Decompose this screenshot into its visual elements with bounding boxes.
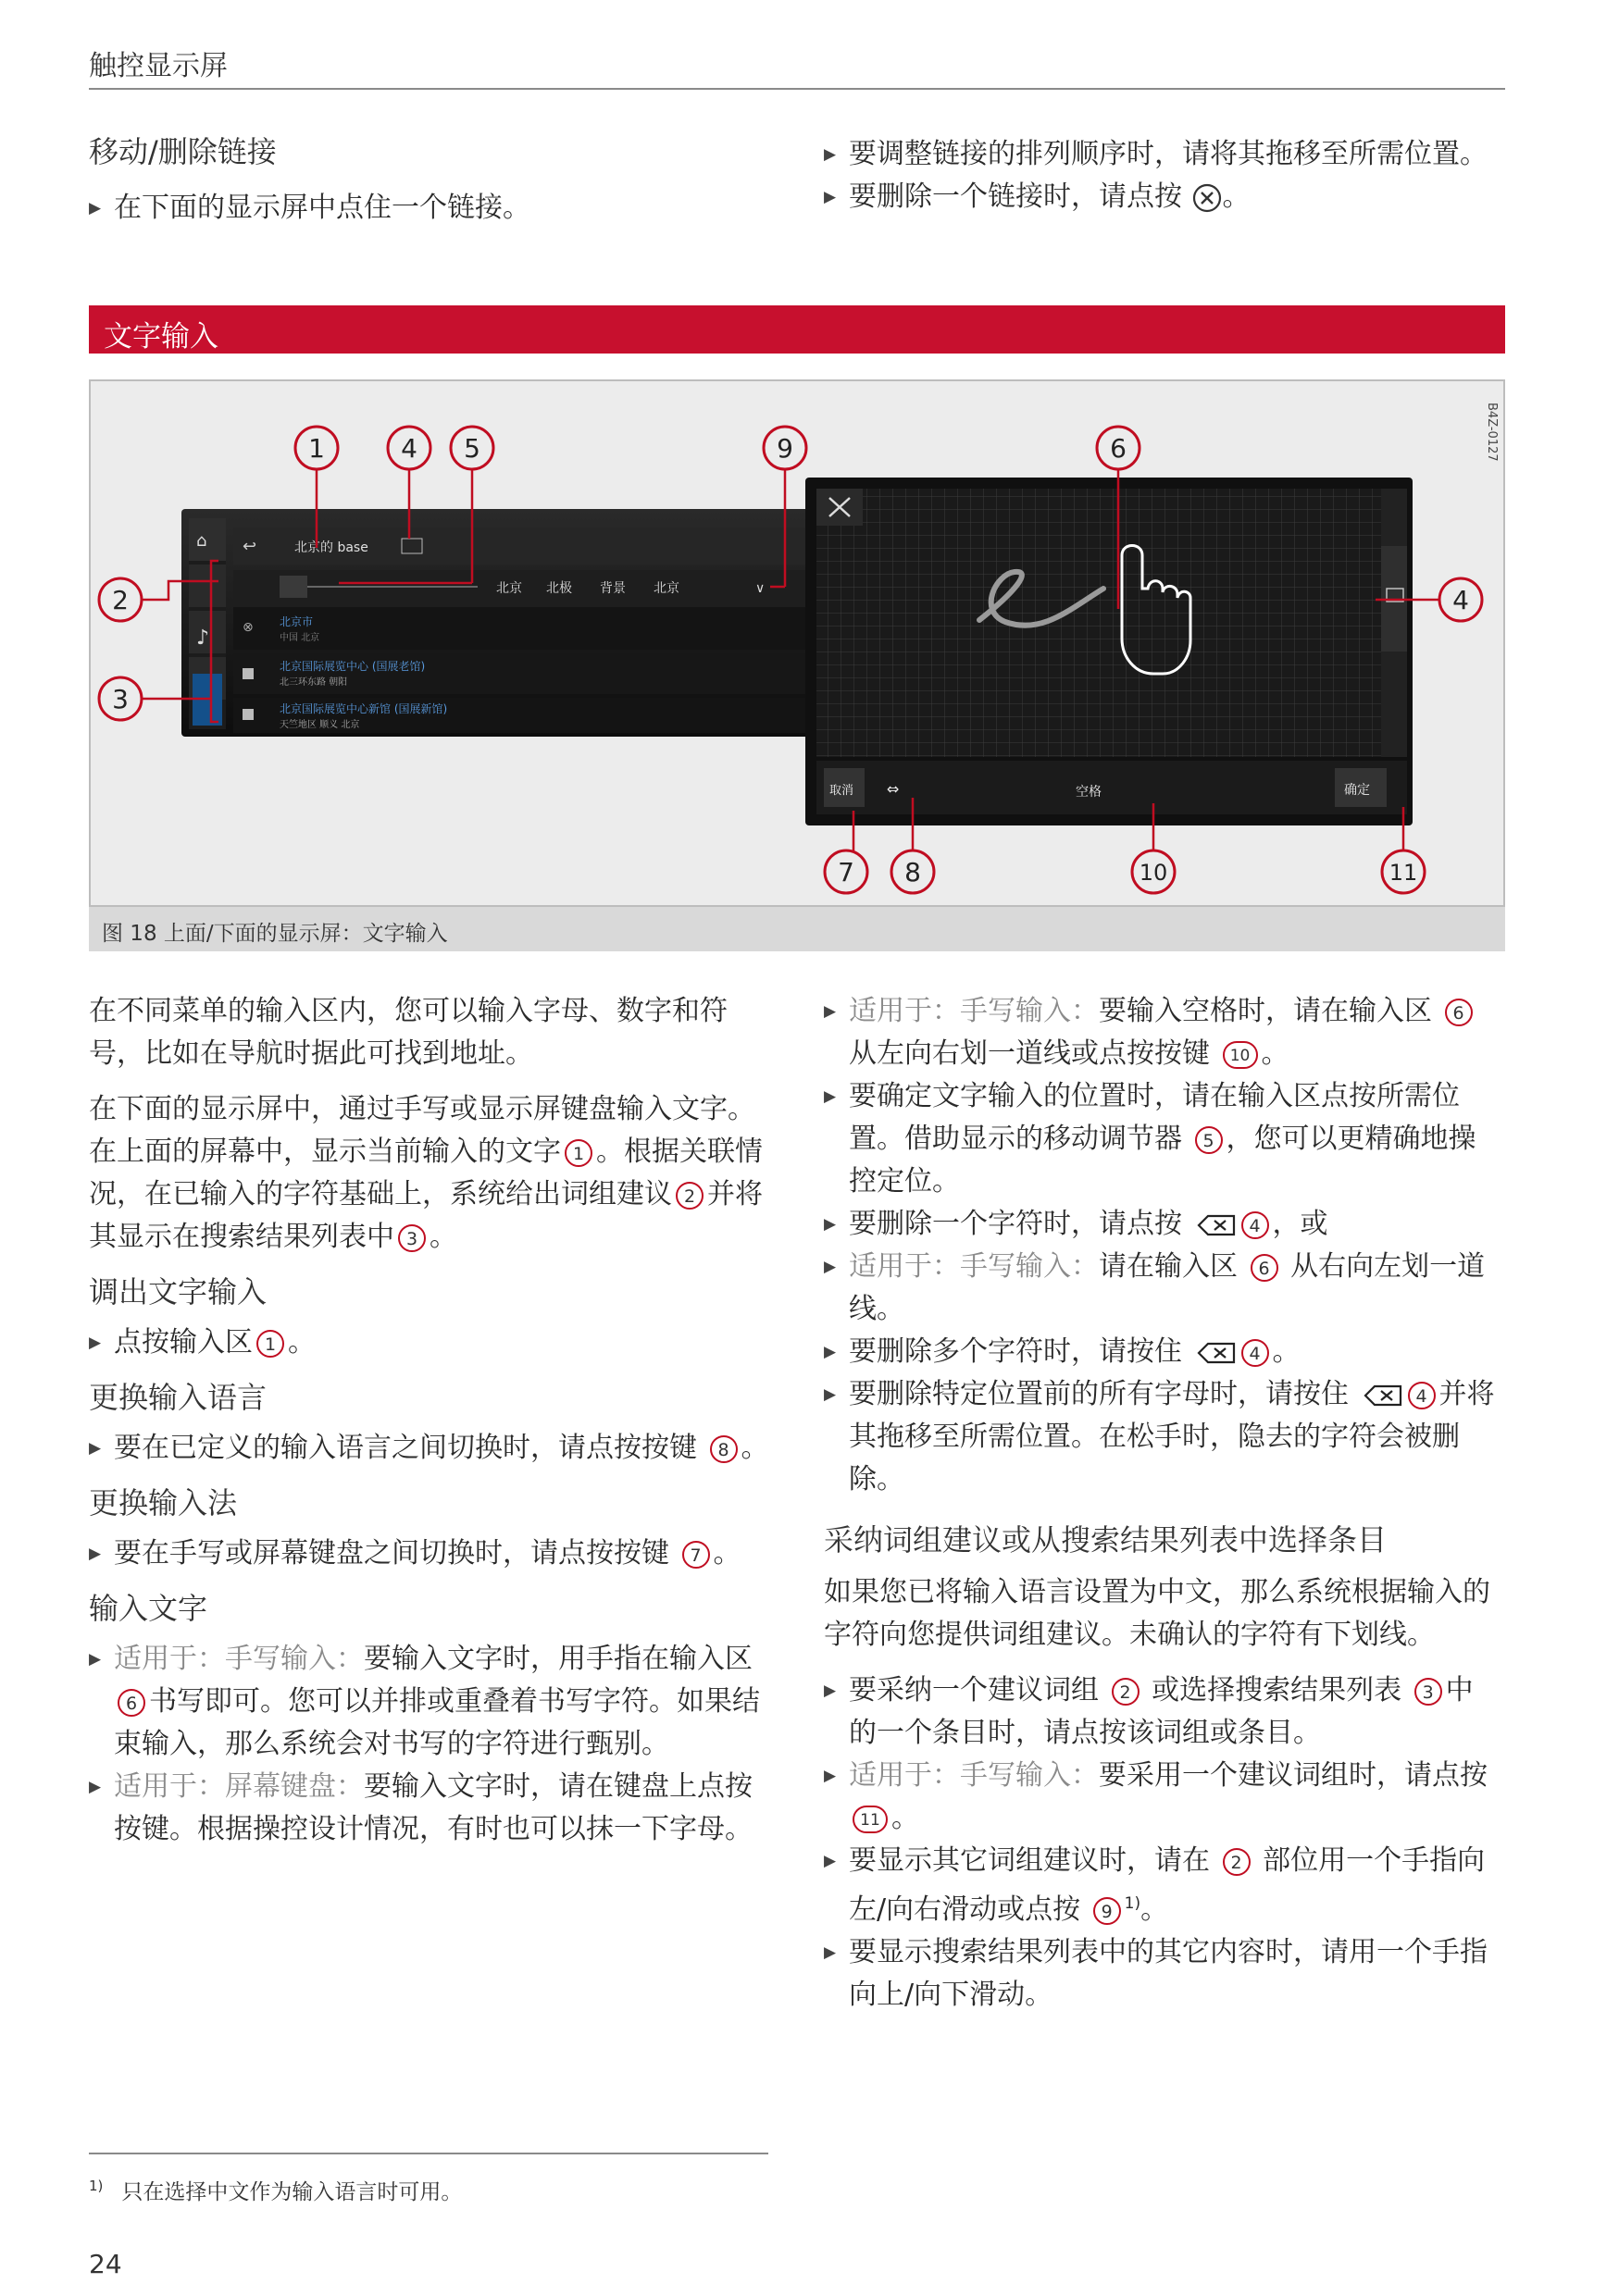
lower-display-space-label: 空格: [1076, 785, 1102, 800]
bullet-handwriting-adopt: ▶ 适用于：手写输入：要采用一个建议词组时，请点按 11 。: [824, 1755, 1500, 1840]
callout-1: [295, 427, 338, 469]
bullet-handwriting-input: ▶ 适用于：手写输入：要输入文字时，用手指在输入区6 书写即可。您可以并排或重叠着书写字符。如果结束输入，那么系统会对书写的字符进行甄别。: [89, 1638, 769, 1766]
bullet-keyboard-input: ▶ 适用于：屏幕键盘：要输入文字时，请在键盘上点按按键。根据操控设计情况，有时也可以抹一下字母。: [89, 1766, 769, 1851]
callout-3: [99, 677, 142, 720]
svg-text:10: 10: [1139, 860, 1168, 886]
heading-adopt-suggestions: 采纳词组建议或从搜索结果列表中选择条目: [824, 1522, 1388, 1558]
svg-text:北京: 北京: [496, 581, 522, 596]
main-right-column: [824, 990, 1500, 2017]
svg-text:7: 7: [838, 857, 854, 887]
heading-move-delete-links: 移动/删除链接: [89, 134, 277, 169]
ref-callout-4: 4: [1241, 1339, 1269, 1367]
ref-callout-3: 3: [398, 1224, 426, 1252]
ref-callout-1: 1: [256, 1330, 284, 1358]
upper-display: [181, 509, 878, 737]
bullet-delete-multiple: ▶ 要删除多个字符时，请按住 4 。: [824, 1331, 1500, 1373]
bullet-more-suggestions: ▶ 要显示其它词组建议时，请在 2 部位用一个手指向左/向右滑动或点按 9 $^{1)}$。: [824, 1840, 1500, 1931]
running-header: 触控显示屏: [89, 50, 228, 82]
ref-callout-4: 4: [1408, 1382, 1436, 1409]
callout-9: [764, 427, 806, 469]
footnote-rule: [89, 2153, 768, 2154]
svg-text:背景: 背景: [600, 581, 626, 596]
svg-text:⊗: ⊗: [243, 620, 254, 635]
heading-call-text-input: 调出文字输入: [89, 1274, 268, 1309]
ref-callout-2: 2: [676, 1182, 704, 1210]
header-rule: [89, 88, 1505, 90]
bullet-swipe-delete: ▶ 适用于：手写输入：请在输入区 6 从右向左划一道线。: [824, 1246, 1500, 1331]
bullet-adopt-suggestion: ▶ 要采纳一个建议词组 2 或选择搜索结果列表 3 中的一个条目时，请点按该词组或条目。: [824, 1669, 1500, 1755]
svg-text:4: 4: [1452, 585, 1469, 615]
bullet-switch-language: ▶ 要在已定义的输入语言之间切换时，请点按按键 8 。: [89, 1427, 769, 1470]
svg-text:∨: ∨: [755, 581, 766, 596]
section-band: [89, 305, 1505, 354]
svg-text:天竺地区 顺义 北京: 天竺地区 顺义 北京: [280, 720, 360, 730]
heading-change-method: 更换输入法: [89, 1485, 238, 1520]
callout-5: [451, 427, 493, 469]
callout-6: [1097, 427, 1140, 469]
backspace-icon: [1197, 1340, 1238, 1366]
bullet-cursor-position: ▶ 要确定文字输入的位置时，请在输入区点按所需位置。借助显示的移动调节器 5 ，您可以更精确地操控定位。: [824, 1075, 1500, 1203]
top-left-column: [89, 130, 774, 230]
bullet-delete-char: ▶ 要删除一个字符时，请点按 4 ，或: [824, 1203, 1500, 1246]
top-right-column: [824, 133, 1500, 218]
svg-text:中国 北京: 中国 北京: [280, 633, 320, 643]
ref-callout-11: 11: [853, 1806, 888, 1833]
lower-display-confirm-label: 确定: [1344, 783, 1370, 798]
svg-text:北三环东路 朝阳: 北三环东路 朝阳: [280, 677, 348, 688]
callout-7: [825, 850, 867, 893]
backspace-icon: [1364, 1383, 1404, 1409]
bullet-switch-method: ▶ 要在手写或屏幕键盘之间切换时，请点按按键 7 。: [89, 1533, 769, 1575]
ref-callout-6: 6: [118, 1689, 145, 1717]
bullet-delete-link-end: 。: [1222, 180, 1251, 213]
figure-text-input: [89, 379, 1505, 907]
main-left-column: [89, 990, 769, 1851]
callout-2: [99, 578, 142, 621]
section-title: 文字输入: [104, 320, 218, 354]
callout-10: [1132, 850, 1175, 893]
svg-text:北京市: 北京市: [280, 615, 314, 628]
svg-text:2: 2: [112, 585, 129, 615]
callout-4-side: [1439, 578, 1482, 621]
svg-text:9: 9: [777, 433, 793, 464]
svg-text:♪: ♪: [196, 627, 210, 650]
footnote: [89, 2175, 462, 2205]
svg-text:北京的 base: 北京的 base: [294, 540, 368, 555]
ref-callout-5: 5: [1195, 1126, 1223, 1154]
lower-display-cancel-label: 取消: [829, 784, 854, 798]
figure-caption: [89, 907, 1505, 951]
ref-callout-4: 4: [1241, 1211, 1269, 1239]
bullet-delete-before-position: ▶ 要删除特定位置前的所有字母时，请按住 4 并将其拖移至所需位置。在松手时，隐去的字符会被删除。: [824, 1373, 1500, 1501]
bullet-reorder-link: ▶ 要调整链接的排列顺序时，请将其拖移至所需位置。: [824, 133, 1500, 176]
figure-illustration: [89, 379, 1505, 907]
svg-text:北京国际展览中心新馆 (国展新馆): 北京国际展览中心新馆 (国展新馆): [280, 702, 448, 715]
ref-callout-3: 3: [1414, 1678, 1442, 1706]
lower-display: [805, 478, 1413, 825]
svg-text:1: 1: [308, 433, 325, 464]
page-number: 24: [89, 2249, 122, 2279]
svg-text:北京国际展览中心 (国展老馆): 北京国际展览中心 (国展老馆): [280, 660, 426, 673]
backspace-icon: [1197, 1212, 1238, 1238]
bullet-tap-input-area: ▶ 点按输入区 1 。: [89, 1322, 769, 1364]
svg-text:4: 4: [401, 433, 417, 464]
bullet-hold-link: ▶ 在下面的显示屏中点住一个链接。: [89, 187, 774, 230]
ref-callout-6: 6: [1445, 999, 1473, 1026]
svg-text:3: 3: [112, 684, 129, 714]
svg-text:B4Z-0127: B4Z-0127: [1485, 403, 1499, 462]
ref-callout-9: 9: [1093, 1897, 1121, 1925]
footnote-mark: 1): [89, 2178, 104, 2195]
bullet-scroll-results: ▶ 要显示搜索结果列表中的其它内容时，请用一个手指向上/向下滑动。: [824, 1931, 1500, 2017]
svg-text:11: 11: [1389, 860, 1418, 886]
svg-text:北极: 北极: [546, 581, 572, 596]
svg-text:5: 5: [464, 433, 480, 464]
svg-text:⌂: ⌂: [196, 531, 207, 551]
ref-callout-8: 8: [710, 1435, 738, 1463]
svg-text:↩: ↩: [243, 537, 257, 556]
bullet-delete-link: [824, 176, 1500, 218]
ref-callout-1: 1: [565, 1139, 592, 1167]
svg-text:⇔: ⇔: [887, 780, 900, 798]
adopt-paragraph: 如果您已将输入语言设置为中文，那么系统根据输入的字符向您提供词组建议。未确认的字符有下划线。: [824, 1576, 1490, 1651]
figure-caption-text: 图 18 上面/下面的显示屏：文字输入: [102, 922, 448, 946]
footnote-ref: 1): [1124, 1894, 1141, 1913]
bullet-delete-link-text: 要删除一个链接时，请点按: [849, 180, 1182, 213]
ref-callout-7: 7: [682, 1541, 710, 1569]
svg-text:8: 8: [904, 857, 921, 887]
ref-callout-2: 2: [1112, 1678, 1140, 1706]
description-paragraph: 在下面的显示屏中，通过手写或显示屏键盘输入文字。在上面的屏幕中，显示当前输入的文字 1 。根据关联情况，在已输入的字符基础上，系统给出词组建议 2 并将其显示在搜索结果列表中 3 。: [89, 1093, 763, 1253]
svg-text:6: 6: [1110, 433, 1127, 464]
bullet-enter-space: ▶ 适用于：手写输入：要输入空格时，请在输入区 6从左向右划一道线或点按按键 10 。: [824, 990, 1500, 1075]
ref-callout-2: 2: [1223, 1848, 1251, 1876]
heading-enter-text: 输入文字: [89, 1591, 208, 1626]
callout-11: [1382, 850, 1425, 893]
ref-callout-10: 10: [1223, 1041, 1258, 1069]
heading-change-language: 更换输入语言: [89, 1380, 268, 1415]
callout-4-top: [388, 427, 430, 469]
close-circle-icon: [1191, 182, 1223, 214]
footnote-text: 只在选择中文作为输入语言时可用。: [121, 2180, 463, 2204]
callout-8: [891, 850, 934, 893]
svg-text:北京: 北京: [654, 581, 679, 596]
ref-callout-6: 6: [1251, 1254, 1278, 1282]
intro-paragraph: 在不同菜单的输入区内，您可以输入字母、数字和符号，比如在导航时据此可找到地址。: [89, 995, 728, 1070]
